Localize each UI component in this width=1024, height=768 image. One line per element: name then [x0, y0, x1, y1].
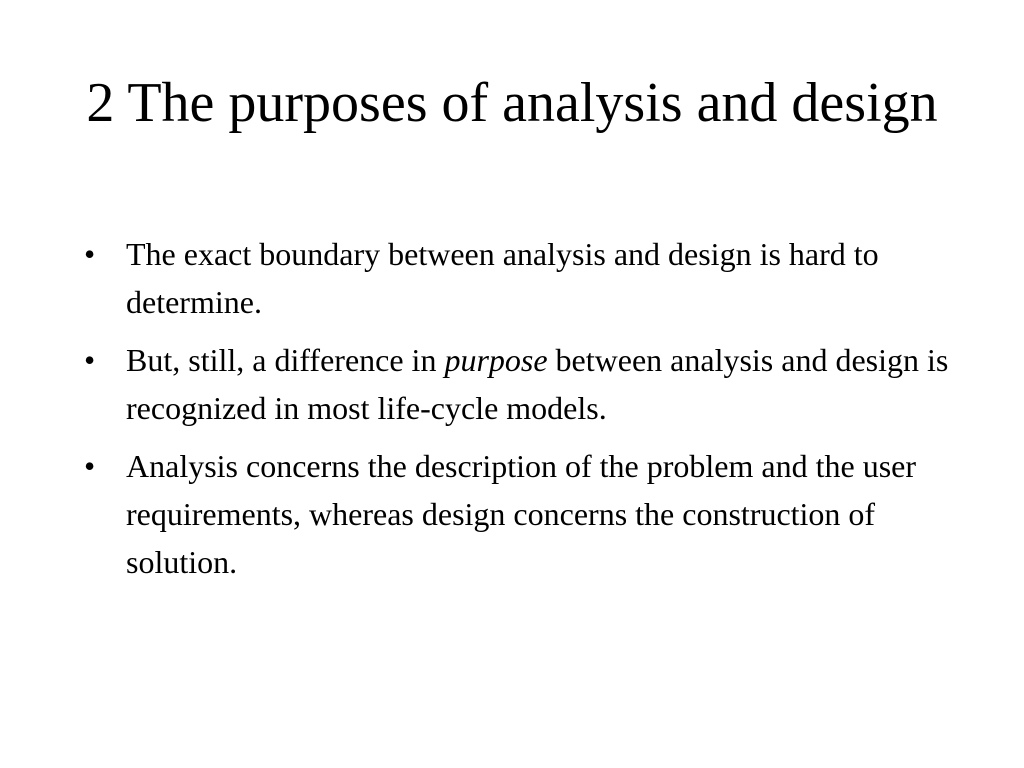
slide-title: 2 The purposes of analysis and design [86, 72, 938, 134]
bullet-item-3 [84, 442, 954, 586]
bullet-text-after: between analysis and design is recognized in most life-cycle models. [126, 342, 949, 426]
bullet-text: The exact boundary between analysis and design is hard to determine. [126, 236, 879, 320]
bullet-icon: • [84, 236, 96, 272]
bullet-icon: • [84, 448, 96, 484]
bullet-item-2 [84, 336, 954, 432]
bullet-list [84, 230, 954, 596]
bullet-text-before: But, still, a difference in [126, 342, 445, 378]
bullet-item-1 [84, 230, 954, 326]
bullet-icon: • [84, 342, 96, 378]
bullet-text: Analysis concerns the description of the problem and the user requirements, whereas design concerns the construction of solution. [126, 448, 916, 580]
bullet-text-emphasis: purpose [444, 342, 548, 378]
